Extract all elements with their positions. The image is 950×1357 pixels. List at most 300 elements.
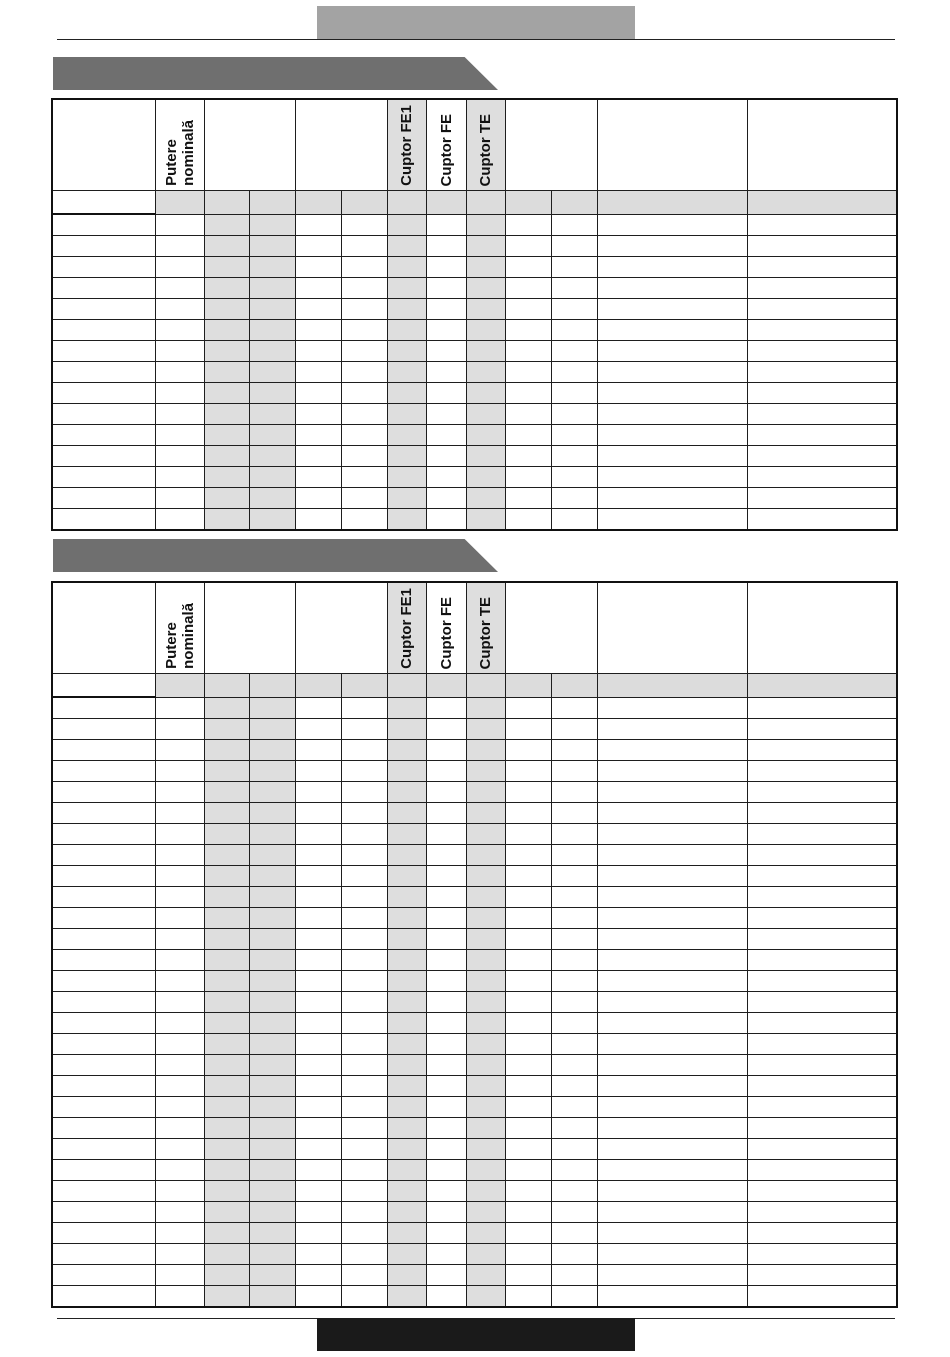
table-cell [52, 929, 155, 950]
table-cell [505, 1223, 551, 1244]
table-cell [204, 425, 249, 446]
table-cell [747, 971, 897, 992]
table-cell [387, 1055, 426, 1076]
table-cell [155, 824, 204, 845]
table-cell [204, 1013, 249, 1034]
table-cell [551, 1265, 597, 1286]
table-cell [551, 845, 597, 866]
table-cell [551, 1118, 597, 1139]
header-cell-blank [597, 99, 747, 191]
table-cell [52, 1097, 155, 1118]
table-cell [597, 236, 747, 257]
table-cell [52, 824, 155, 845]
table-cell [551, 488, 597, 509]
table-cell [387, 1265, 426, 1286]
table-cell [551, 950, 597, 971]
table-row [52, 1034, 897, 1055]
table-cell [387, 383, 426, 404]
table-cell [341, 467, 387, 488]
table-cell [597, 719, 747, 740]
table-cell [551, 320, 597, 341]
table-cell [551, 362, 597, 383]
table-cell [597, 383, 747, 404]
subheader-cell [426, 674, 466, 698]
header-cell-te [466, 99, 505, 191]
table-cell [387, 1076, 426, 1097]
table-cell [747, 1097, 897, 1118]
table-cell [466, 1118, 505, 1139]
table-cell [52, 1223, 155, 1244]
table-cell [52, 446, 155, 467]
table-cell [597, 887, 747, 908]
table-cell [747, 1244, 897, 1265]
putere-nominala-label: Putere nominală [162, 120, 197, 186]
table-cell [466, 971, 505, 992]
table-row [52, 1118, 897, 1139]
table-cell [341, 992, 387, 1013]
header-cell-blank [747, 99, 897, 191]
table-cell [295, 1286, 341, 1308]
table-row [52, 1244, 897, 1265]
table-cell [551, 697, 597, 719]
table-cell [341, 740, 387, 761]
table-cell [466, 719, 505, 740]
table-cell [505, 1181, 551, 1202]
table-cell [466, 1265, 505, 1286]
table-cell [597, 1034, 747, 1055]
table-cell [466, 1181, 505, 1202]
table-row [52, 782, 897, 803]
table-cell [295, 845, 341, 866]
header-cell-fe1 [387, 99, 426, 191]
table-cell [466, 320, 505, 341]
table-cell [466, 908, 505, 929]
table-row [52, 1265, 897, 1286]
table-cell [341, 446, 387, 467]
table-row [52, 1286, 897, 1308]
table-cell [466, 1034, 505, 1055]
table-cell [505, 866, 551, 887]
table-cell [295, 950, 341, 971]
table-cell [426, 278, 466, 299]
table-cell [505, 509, 551, 531]
table-cell [155, 866, 204, 887]
table-cell [155, 1181, 204, 1202]
table-cell [597, 1160, 747, 1181]
subheader-cell [249, 191, 295, 215]
table-cell [505, 782, 551, 803]
table-cell [341, 1244, 387, 1265]
table-cell [426, 1202, 466, 1223]
table-cell [505, 1160, 551, 1181]
table-cell [155, 929, 204, 950]
table-cell [52, 761, 155, 782]
table-cell [597, 824, 747, 845]
table-cell [341, 1286, 387, 1308]
table-cell [249, 1223, 295, 1244]
table-row [52, 1076, 897, 1097]
table-row [52, 383, 897, 404]
table-cell [551, 383, 597, 404]
table-cell [426, 1160, 466, 1181]
table-cell [426, 1244, 466, 1265]
table-cell [426, 1034, 466, 1055]
table-cell [551, 214, 597, 236]
table-cell [551, 761, 597, 782]
putere-nominala-label: Putere nominală [162, 603, 197, 669]
table-cell [426, 467, 466, 488]
table-row [52, 362, 897, 383]
table-cell [295, 1244, 341, 1265]
table-cell [747, 908, 897, 929]
table-row [52, 740, 897, 761]
table-cell [597, 1202, 747, 1223]
table-subheader-row [52, 674, 897, 698]
table-cell [466, 803, 505, 824]
table-cell [155, 761, 204, 782]
table-cell [387, 362, 426, 383]
table-cell [341, 509, 387, 531]
table-cell [204, 719, 249, 740]
table-cell [155, 404, 204, 425]
subheader-cell [505, 674, 551, 698]
table-cell [341, 845, 387, 866]
table-cell [155, 1118, 204, 1139]
table-cell [597, 908, 747, 929]
table-cell [341, 214, 387, 236]
table-cell [597, 1265, 747, 1286]
table-cell [597, 929, 747, 950]
table-cell [204, 320, 249, 341]
table-subheader-row [52, 191, 897, 215]
table-cell [426, 866, 466, 887]
table-cell [249, 1286, 295, 1308]
table-cell [249, 446, 295, 467]
cuptor-fe-label: Cuptor FE [437, 596, 455, 669]
table-cell [387, 1181, 426, 1202]
table-cell [466, 845, 505, 866]
table-cell [52, 362, 155, 383]
table-cell [551, 908, 597, 929]
table-cell [426, 719, 466, 740]
table-cell [426, 1097, 466, 1118]
table-cell [597, 1181, 747, 1202]
header-cell-blank [52, 99, 155, 191]
table-cell [52, 425, 155, 446]
table-cell [466, 1223, 505, 1244]
table-cell [505, 992, 551, 1013]
table-cell [295, 824, 341, 845]
table-cell [52, 1160, 155, 1181]
table-cell [249, 908, 295, 929]
table-cell [249, 845, 295, 866]
table-cell [52, 257, 155, 278]
table-cell [52, 1055, 155, 1076]
table-cell [204, 1076, 249, 1097]
table-cell [426, 950, 466, 971]
table-cell [505, 214, 551, 236]
table-cell [204, 908, 249, 929]
table-cell [466, 782, 505, 803]
table-cell [597, 467, 747, 488]
table-cell [249, 362, 295, 383]
table-cell [597, 971, 747, 992]
table-cell [295, 278, 341, 299]
table-cell [204, 845, 249, 866]
table-cell [505, 1055, 551, 1076]
table-cell [155, 488, 204, 509]
table-cell [204, 697, 249, 719]
table-cell [341, 971, 387, 992]
table-cell [466, 488, 505, 509]
cuptor-te-label: Cuptor TE [477, 113, 494, 186]
table-cell [426, 1265, 466, 1286]
table-row [52, 299, 897, 320]
table-cell [505, 299, 551, 320]
table-row [52, 761, 897, 782]
table-cell [387, 1118, 426, 1139]
table-row [52, 866, 897, 887]
table-cell [249, 1097, 295, 1118]
table-cell [249, 257, 295, 278]
table-cell [155, 845, 204, 866]
table-cell [551, 467, 597, 488]
table-cell [249, 278, 295, 299]
table-cell [466, 697, 505, 719]
table-cell [466, 425, 505, 446]
table-cell [155, 950, 204, 971]
table-cell [204, 887, 249, 908]
table-cell [426, 509, 466, 531]
table-cell [249, 1202, 295, 1223]
table-cell [341, 488, 387, 509]
table-cell [505, 803, 551, 824]
table-cell [249, 383, 295, 404]
table-cell [295, 425, 341, 446]
table-cell [551, 1097, 597, 1118]
subheader-cell [551, 191, 597, 215]
table-cell [249, 299, 295, 320]
table-cell [551, 1160, 597, 1181]
table-cell [466, 404, 505, 425]
table-row [52, 1055, 897, 1076]
table-cell [747, 845, 897, 866]
table-cell [387, 446, 426, 467]
table-cell [52, 383, 155, 404]
table-cell [466, 341, 505, 362]
table-cell [466, 992, 505, 1013]
header-cell-blank [597, 582, 747, 674]
table-cell [387, 1223, 426, 1244]
table-cell [204, 236, 249, 257]
table-cell [52, 1076, 155, 1097]
table-cell [505, 1097, 551, 1118]
table-row [52, 1097, 897, 1118]
cuptor-fe1-label: Cuptor FE1 [398, 105, 415, 186]
table-cell [204, 1118, 249, 1139]
table-cell [747, 488, 897, 509]
table-cell [295, 866, 341, 887]
table-cell [204, 1286, 249, 1308]
table-row [52, 1181, 897, 1202]
table-cell [52, 341, 155, 362]
table-cell [387, 740, 426, 761]
table-cell [249, 488, 295, 509]
table-cell [597, 1076, 747, 1097]
table-cell [295, 1223, 341, 1244]
table-cell [155, 446, 204, 467]
table-cell [466, 257, 505, 278]
table-cell [295, 697, 341, 719]
table-cell [551, 803, 597, 824]
table-cell [52, 719, 155, 740]
table-cell [505, 1013, 551, 1034]
table-cell [204, 1055, 249, 1076]
table-cell [387, 992, 426, 1013]
table-cell [155, 1160, 204, 1181]
table-cell [387, 887, 426, 908]
table-row [52, 278, 897, 299]
table-cell [551, 446, 597, 467]
table-cell [505, 488, 551, 509]
table-cell [155, 257, 204, 278]
subheader-cell [204, 191, 249, 215]
table-cell [387, 299, 426, 320]
table-cell [551, 299, 597, 320]
table-cell [52, 887, 155, 908]
table-cell [505, 467, 551, 488]
table-cell [426, 1013, 466, 1034]
table-header-row [52, 99, 897, 191]
table-cell [505, 740, 551, 761]
table-cell [387, 1286, 426, 1308]
table-cell [204, 278, 249, 299]
table-cell [505, 1118, 551, 1139]
table-cell [387, 866, 426, 887]
table-row [52, 697, 897, 719]
table-cell [426, 887, 466, 908]
table-cell [249, 1181, 295, 1202]
table-row [52, 950, 897, 971]
table-cell [204, 782, 249, 803]
table-cell [505, 1202, 551, 1223]
subheader-cell [466, 674, 505, 698]
table-cell [505, 425, 551, 446]
table-cell [155, 803, 204, 824]
table-cell [295, 1076, 341, 1097]
table-cell [387, 1244, 426, 1265]
table-cell [155, 719, 204, 740]
table-cell [341, 803, 387, 824]
table-cell [387, 320, 426, 341]
table-cell [295, 257, 341, 278]
subheader-cell [426, 191, 466, 215]
table-cell [249, 971, 295, 992]
table-cell [597, 803, 747, 824]
table-cell [747, 446, 897, 467]
table-cell [155, 1265, 204, 1286]
table-cell [204, 950, 249, 971]
table-cell [505, 1034, 551, 1055]
table-cell [204, 1244, 249, 1265]
table-cell [747, 719, 897, 740]
table-cell [466, 866, 505, 887]
table-cell [155, 782, 204, 803]
table-cell [551, 782, 597, 803]
table-cell [295, 488, 341, 509]
table-row [52, 1223, 897, 1244]
table-cell [204, 446, 249, 467]
table-cell [426, 803, 466, 824]
table-cell [155, 1202, 204, 1223]
table-cell [204, 404, 249, 425]
header-cell-blank [52, 582, 155, 674]
table-cell [426, 404, 466, 425]
header-cell-blank [505, 582, 597, 674]
table-cell [155, 467, 204, 488]
table-cell [155, 278, 204, 299]
table-cell [204, 761, 249, 782]
table-row [52, 509, 897, 531]
table-cell [52, 866, 155, 887]
table-row [52, 214, 897, 236]
table-cell [155, 740, 204, 761]
table-cell [747, 278, 897, 299]
table-row [52, 488, 897, 509]
table-cell [466, 1286, 505, 1308]
table-cell [249, 1076, 295, 1097]
table-cell [249, 992, 295, 1013]
table-cell [551, 425, 597, 446]
table-cell [387, 236, 426, 257]
table-cell [295, 1139, 341, 1160]
table-cell [155, 383, 204, 404]
table-cell [466, 278, 505, 299]
header-cell-fe [426, 99, 466, 191]
table-cell [551, 887, 597, 908]
table-cell [597, 992, 747, 1013]
table-cell [204, 1034, 249, 1055]
table-cell [387, 908, 426, 929]
table-row [52, 971, 897, 992]
header-cell-blank [295, 99, 387, 191]
table-1-body [52, 99, 897, 530]
table-cell [204, 1160, 249, 1181]
table-cell [551, 1223, 597, 1244]
table-cell [387, 1202, 426, 1223]
table-cell [52, 278, 155, 299]
table-cell [387, 929, 426, 950]
table-cell [551, 740, 597, 761]
table-cell [551, 509, 597, 531]
table-cell [204, 1181, 249, 1202]
subheader-cell [387, 674, 426, 698]
table-cell [551, 992, 597, 1013]
table-cell [387, 761, 426, 782]
table-row [52, 908, 897, 929]
table-cell [597, 782, 747, 803]
table-cell [295, 509, 341, 531]
table-cell [505, 697, 551, 719]
table-cell [52, 236, 155, 257]
table-cell [341, 1055, 387, 1076]
table-cell [387, 1160, 426, 1181]
table-cell [295, 236, 341, 257]
table-cell [155, 1076, 204, 1097]
table-cell [295, 214, 341, 236]
table-cell [295, 992, 341, 1013]
table-row [52, 845, 897, 866]
